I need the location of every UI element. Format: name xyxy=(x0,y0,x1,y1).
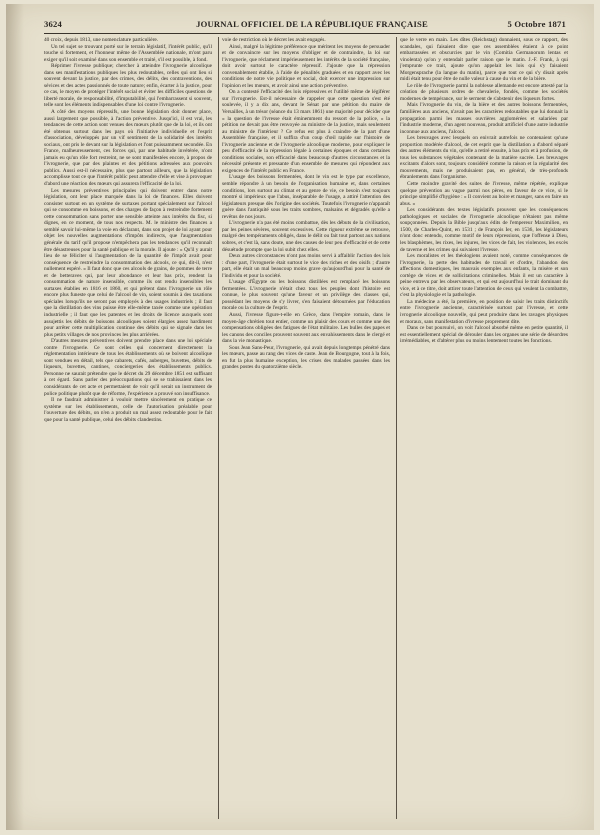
paragraph: Réprimer l'ivresse publique; chercher à atteindre l'ivrognerie alcoolique dans ses manifestations publiques les plus redoutables, celles qui ont lieu si souvent devant la justice, par des crimes, des délits, des contraventions, des sévices et des actes passionnés de toute nature; enfin, écarter à la justice, pour ce cas, le moyen de protéger l'intérêt social et éviter les difficiles questions de liberté morale, de responsabilité, d'imputabilité, qui l'embarrassent si souvent, telle sont les éléments indispensables d'une loi contre l'ivrognerie. xyxy=(44,63,212,109)
page-edge-shadow xyxy=(6,4,24,830)
paragraph: Le rôle de l'ivrognerie parmi la noblesse allemande est encore attesté par la création de plusieurs ordres de chevalerie, fondés, comme les sociétés modernes de tempérance, sur le serment de s'abstenir des liqueurs fortes. xyxy=(400,82,568,102)
paragraph: On a contesté l'efficacité des lois répressives et l'utilité même de légiférer sur l'ivrognerie. Est-il nécessaire de rappeler que cette question s'est été soulevée, il y a dix ans, devant le Sénat par une pétition du maire de Versailles, à un trésor (séance du 13 mars 1861) une majorité pour décider que « la question de l'ivresse était éminemment du ressort de la police, » la pétition ne devait pas être renvoyée au ministre de la justice, mais seulement au ministre de l'intérieur ? Ce refus est plus à craindre de la part d'une Assemblée française, et il suffira d'un coup d'œil rapide sur l'histoire de l'ivrognerie ancienne et de l'ivrognerie alcoolique moderne, pour expliquer le peu d'efficacité de la répression légale à certaines époques et dans certaines conditions sociales, son efficacité dans beaucoup d'autres circonstances et la nécessité présente et pressante d'un ensemble de mesures qui répondent aux exigences de l'intérêt public en France. xyxy=(222,89,390,174)
paragraph: Les breuvages avec lesquels on enivrait autrefois ne contenaient qu'une proportion modérée d'alcool, de cet esprit que la distillation a d'abord séparé des autres éléments du vin, qu'elle a retiré ensuite, à bas prix et à profusion, de tous les substances végétales contenant de la matière sucrée. Les breuvages excitants d'alors sont, toujours considéré comme la raison et la régularité des mouvements, mais ne produisaient pas, en général, de très-profonds ébranlements dans l'organisme. xyxy=(400,135,568,181)
text-column-3 xyxy=(400,37,568,819)
paragraph: Les mesures préventives principales qui doivent entrer dans notre législation, ont leur place marquée dans la loi de finances. Elles doivent consister surtout en un système de surtaxes portant spécialement sur l'alcool qui se consomme en boissons, et des charges de façon à restreindre fortement cette consommation sans porter une sensible atteinte aux intérêts du fisc, si dignes, en ce moment, de tous nos respects. M. le ministre des finances a semblé savoir lui-même la voie en déclarant, dans son projet de loi ayant pour objet les nouvelles augmentations d'impôts indirects, que l'augmentation générale du tarif qu'il propose n'empêchera pas les tendances qu'il reconnaît être désastreuses pour la santé publique et la morale. Il ajoute : « Qu'il y aurait lieu de se féliciter si l'augmentation de la quantité de l'impôt avait pour conséquence de restreindre la consommation des alcools, ce qui, dit-il, n'est nullement espéré. » Il faut donc que ces alcools de grains, de pommes de terre et de betteraves qui, par leur abondance et leur bas prix, rendent la consommation de nature insensible, comme ils ont rendu insensibles les surtaxes établies en 1816 et 1860, et qui prêtent dans l'ivrognerie un rôle encore plus funeste que celui de l'alcool de vin, soient soumis à des taxations spéciales lorsqu'ils ne seront pas employés à des usages industriels ; il faut que la distillation des vins puisse être elle-même taxée comme une opération industrielle ; il faut que les patentes et les droits de licence auxquels sont assujettis les débits de boissons alcooliques soient élargies assez hardiment pour arrêter cette multiplication continue des débits qui se signale dans les plus petits villages de nos provinces les plus arriérées. xyxy=(44,187,212,338)
column-divider xyxy=(396,37,397,819)
text-column-2 xyxy=(222,37,390,819)
paragraph: Mais l'ivrognerie du vin, de la bière et des autres boissons fermentées, familières aux anciens, n'avait pas les caractères redoutables que lui donnait la propagation parmi les masses ouvrières agglomérées et salariées par l'industrie moderne, d'un agent nouveau, produit artificiel d'une autre industrie inconnue aux anciens, l'alcool. xyxy=(400,102,568,135)
text-column-1 xyxy=(44,37,212,819)
paragraph: voie de restriction où le décret les avait engagés. xyxy=(222,37,326,43)
paragraph: que le verre en main. Les dîtes (Reichstag) donnaient, sous ce rapport, des scandales, qui faisaient dire que ces assemblées étaient à ce point embarrassées et obscurcies par le vin (Comitia Germanorum lentas et vinolenta) qu'on y entendait parler raison que le matin. J.-F. Frank, à qui j'emprunte ce trait, ajoute qu'on appelait les lois qui s'y faisaient Morgensprache (la langue du matin), parce que tout ce qui s'y disait après midi était tenu pour être de nulle valeur à cause du vin et de la bière. xyxy=(400,37,568,83)
masthead xyxy=(44,19,580,33)
paragraph: L'ivrognerie n'a pas été moins combattue, dès les débuts de la civilisation, par les peines sévères, souvent excessives. Cette rigueur extrême se retrouve, malgré des tempéraments obligés, dans le délit ou fait tout partout aux nations sobres, et c'est là, sans doute, une des causes de leur peu d'efficacité et de cette désuétude prompte que la loi subit chez elles. xyxy=(222,220,390,253)
paragraph: 40 croix, depuis 1813, une nomenclature particulière. xyxy=(44,37,159,43)
issue-date: 5 Octobre 1871 xyxy=(507,19,566,29)
paragraph: L'usage des boissons fermentées, dont le vin est le type par excellence, semble répondre à un besoin de l'organisation humaine et, dans certaines conditions, lors surtout au climat et au genre de vie, ce besoin s'est toujours montré si impérieux que l'abus, inséparable de l'usage, a attiré l'attention des législateurs presque dès l'origine des sociétés. Toutefois l'ivrognerie n'apparaît guère dans l'antiquité sous les traits sombres, malsains et dégradés qu'elle a revêtus de nos jours. xyxy=(222,174,390,220)
paragraph: La médecine a été, la première, en position de saisir les traits distinctifs entre l'ivrognerie ancienne, caractérisée surtout par l'ivresse, et cette ivrognerie alcoolique nouvelle, qui peut produire dans les ravages physiques et moraux, sans manifestation d'ivresse proprement dite. xyxy=(400,298,568,325)
paragraph: Les considérants des textes législatifs prouvent que les conséquences pathologiques et sociales de l'ivrognerie alcoolique n'étaient pas même soupçonnées. Depuis la Bible jusqu'aux édits de l'empereur Maximilien, en 1500, de Charles-Quint, en 1531 ; de François Ier, en 1536, les législateurs n'ont donc entendu, comme motif de leurs répressions, que l'offense à Dieu, les blasphèmes, les rixes, les injures, les vices de fait, les violences, les excès de taverne et les crimes qui suivaient l'ivresse. xyxy=(400,207,568,253)
journal-title: JOURNAL OFFICIEL DE LA RÉPUBLIQUE FRANÇAISE xyxy=(196,19,428,29)
paragraph: D'autres mesures préventives doivent prendre place dans une loi spéciale contre l'ivrognerie. Ce sont celles qui concernent directement la réglementation intérieure de tous les établissements où se boivent alcoolique sont vendues en détail, tels que cabarets, cafés, auberges, buvettes, débits de liqueurs, buvettes, cantines, conciergeries des établissements publics. Personne ne saurait prétendre que le décret du 29 décembre 1851 est suffisant à cet égard. Sans parler des préoccupations qui se se trahissaient dans les considérants de cet acte et permettaient de voir qu'il serait un instrument de police politique plutôt que de réforme, l'expérience a prouvé son insuffisance. xyxy=(44,338,212,397)
column-divider xyxy=(218,37,219,819)
header-rule xyxy=(44,33,566,34)
paragraph: A côté des moyens répressifs, une bonne législation doit donner place, aussi largement que possible, à l'action préventive. Jusqu'ici, il est vrai, les tendances de cette action sont venues des mœurs plutôt que de la loi, et ils ont été obtenus surtout dans les pays où l'initiative individuelle et l'esprit d'association, développés par un vif sentiment de la solidarité des intérêts sociaux, ont pris le devant sur la législation et l'ont puissamment secondée. En France, malheureusement, ces forces qui, par une habitude invétérée, n'ont jamais eu qu'un rôle fort restreint, ne se sont manifestées encore, à propos de l'ivrognerie, que par des plaintes et des pétitions adressées aux pouvoirs publics. Aussi est-il nécessaire, plus que partout ailleurs, que la législation accomplisse tout ce que l'intérêt public peut attendre d'elle et vise à provoquer d'abord une réaction des mœurs qui assurera l'efficacité de la loi. xyxy=(44,109,212,188)
paragraph: Sous Jean Sans-Peur, l'ivrognerie, qui avait depuis longtemps pénétré dans les mœurs, passe au rang des vices de caste. Jean de Bourgogne, tout à la fois, en fut la plus humaine exception, les crises des malades passées dans les grandes postes du quatorzième siècle. xyxy=(222,344,390,371)
paragraph: L'usage d'Égypte ou les boissons distillées est remplacé les boissons fermentées. L'ivrognerie n'était chez tous les peuples dont l'histoire est connue, le plus souvent qu'une faveur et un privilège des classes qui, possédant les moyens de s'y livrer, s'en faisaient détournées par l'éducation morale ou la culture de l'esprit. xyxy=(222,279,390,312)
paragraph: Ainsi, malgré la légitime préférence que méritent les moyens de persuader et de convaincre sur les moyens d'obliger et de contraindre, la loi sur l'ivrognerie, que réclament impérieusement les intérêts de la société française, doit avoir surtout le caractère répressif. J'ajoute que la répression convenablement établie, à l'aide de pénalités graduées et en rapport avec les conditions de notre vie politique et social, doit exercer une impression sur l'opinion et les mœurs, et avoir ainsi une action préventive. xyxy=(222,43,390,89)
paragraph: Dans ce but poursuivi, on voit l'alcool absorbé même en petite quantité, il est essentiellement spécial de dérouler dans les organes une série de désordres irrémédiables, et d'altérer plus ou moins lentement toutes les fonctions. xyxy=(400,325,568,345)
paragraph: Il ne faudrait administrer à vouloir mettre sincèrement en pratique ce système sur les établissements, celle de l'autorisation préalable pour l'ouverture des débits, on n'en a produit un mal assez redoutable pour le fait que pour la santé publique, celui des débits clandestins. xyxy=(44,397,212,423)
page-number: 3624 xyxy=(44,19,62,29)
paragraph: Deux autres circonstances n'ont pas moins servi à affaiblir l'action des lois : d'une part, l'ivrognerie était surtout le vice des riches et des oisifs ; d'autre part, elle était un mal beaucoup moins grave qu'aujourd'hui pour la santé de l'individu et pour la société. xyxy=(222,253,390,279)
paragraph: Un tel sujet se trouvant porté sur le terrain législatif, l'intérêt public, qu'il touche si fortement, et l'honneur même de l'Assemblée nationale, m'ont paru exiger qu'il soit examiné dans son ensemble et traité, s'il est possible, à fond. xyxy=(44,43,212,63)
paragraph: Aussi, l'ivresse figure-t-elle en Grèce, dans l'empire romain, dans le moyen-âge chrétien tout entier, comme un plaisir des cours et comme une des compensations obligées des fatigues de l'état militaire. Les bulles des papes et les canons des conciles prouvent souvent aux envahissements dans le clergé et dans la vie monastique. xyxy=(222,311,390,345)
paragraph: Cette moindre gravité des suites de l'ivresse, même répétée, explique quelque prévention au vague parmi nos pères, en faveur de ce vice, si le principe simplifié d'hygiène : « Il convient au boire et manger, sans en faire un abus. » xyxy=(400,181,568,207)
paragraph: Les moralistes et les théologiens avaient noté, comme conséquences de l'ivrognerie, la perte des habitudes de travail et d'ordre, l'abandon des affections domestiques, les mauvais exemples aux enfants, la misère et son cortège de vices et de sollicitations criminelles. Mais il est un caractère à peine entrevu par les observateurs, et qui est aujourd'hui le trait dominant du vice, et à ce titre, doit attirer toute l'attention de ceux qui veulent la combattre, c'est la physiologie et la pathologie. xyxy=(400,253,568,299)
